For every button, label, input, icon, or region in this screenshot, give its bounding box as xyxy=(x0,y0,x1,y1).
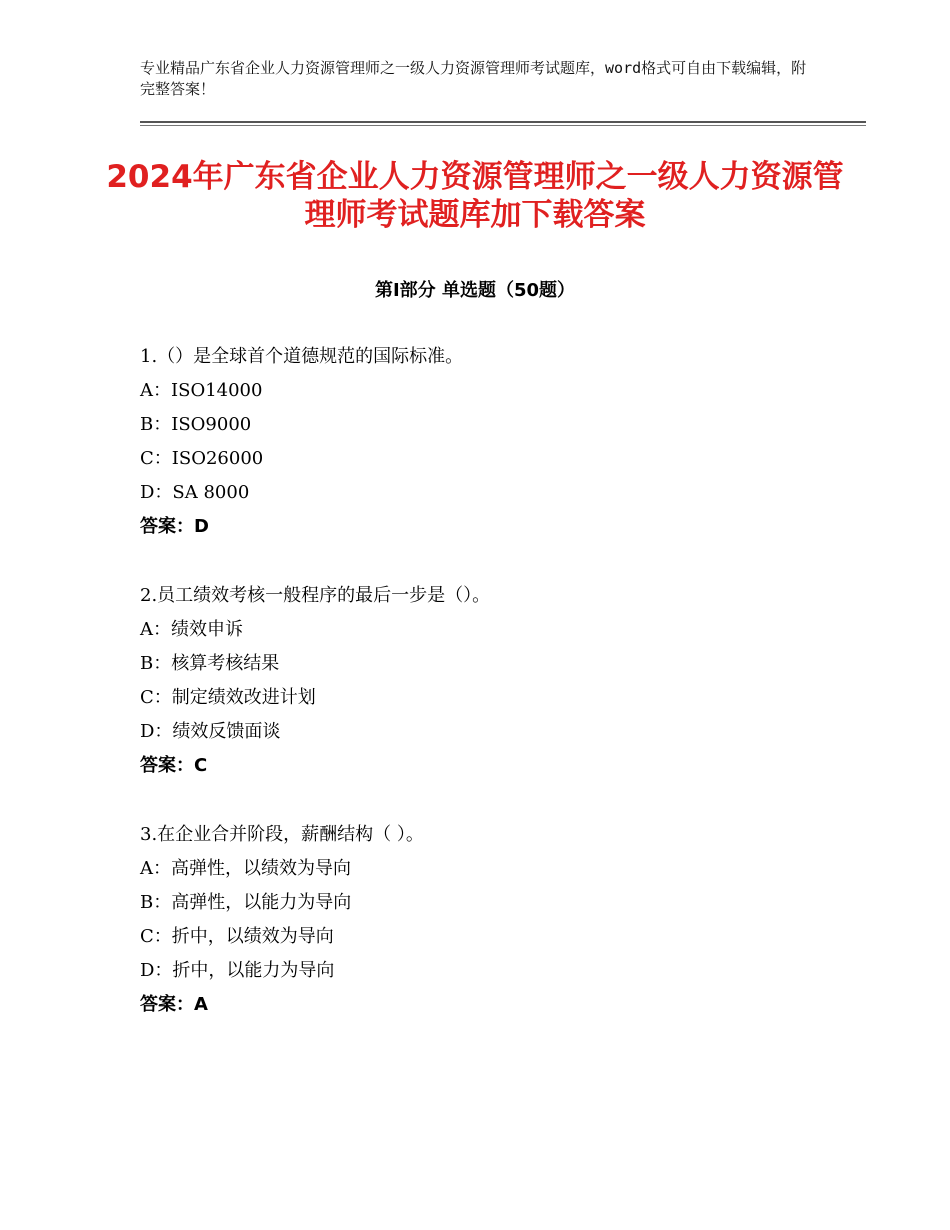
option-c: C：制定绩效改进计划 xyxy=(140,687,316,708)
option-a: A：高弹性，以绩效为导向 xyxy=(140,858,351,879)
header-divider xyxy=(140,121,866,123)
question-stem: 2.员工绩效考核一般程序的最后一步是（）。 xyxy=(140,585,491,606)
option-b: B：高弹性，以能力为导向 xyxy=(140,892,352,913)
option-c: C：ISO26000 xyxy=(140,448,264,469)
header-note: 专业精品广东省企业人力资源管理师之一级人力资源管理师考试题库，word格式可自由下载编辑，附完整答案！ xyxy=(140,59,807,98)
option-a: A：绩效申诉 xyxy=(140,619,243,640)
question-block xyxy=(140,579,840,783)
answer-line: 答案：D xyxy=(140,516,209,537)
option-b: B：ISO9000 xyxy=(140,414,252,435)
question-block xyxy=(140,818,840,1022)
option-b: B：核算考核结果 xyxy=(140,653,280,674)
answer-line: 答案：C xyxy=(140,755,208,776)
answer-line: 答案：A xyxy=(140,994,208,1015)
option-d: D：绩效反馈面谈 xyxy=(140,721,281,742)
section-title: 第Ⅰ部分 单选题（50题） xyxy=(374,280,575,301)
option-c: C：折中，以绩效为导向 xyxy=(140,926,334,947)
option-a: A：ISO14000 xyxy=(140,380,263,401)
question-stem: 3.在企业合并阶段，薪酬结构（ ）。 xyxy=(140,824,424,845)
question-block xyxy=(140,340,840,544)
header-divider-thin xyxy=(140,125,866,126)
option-d: D：SA 8000 xyxy=(140,482,250,503)
question-stem: 1.（）是全球首个道德规范的国际标准。 xyxy=(140,346,464,367)
document-title: 2024年广东省企业人力资源管理师之一级人力资源管理师考试题库加下载答案 xyxy=(106,159,844,233)
option-d: D：折中，以能力为导向 xyxy=(140,960,335,981)
